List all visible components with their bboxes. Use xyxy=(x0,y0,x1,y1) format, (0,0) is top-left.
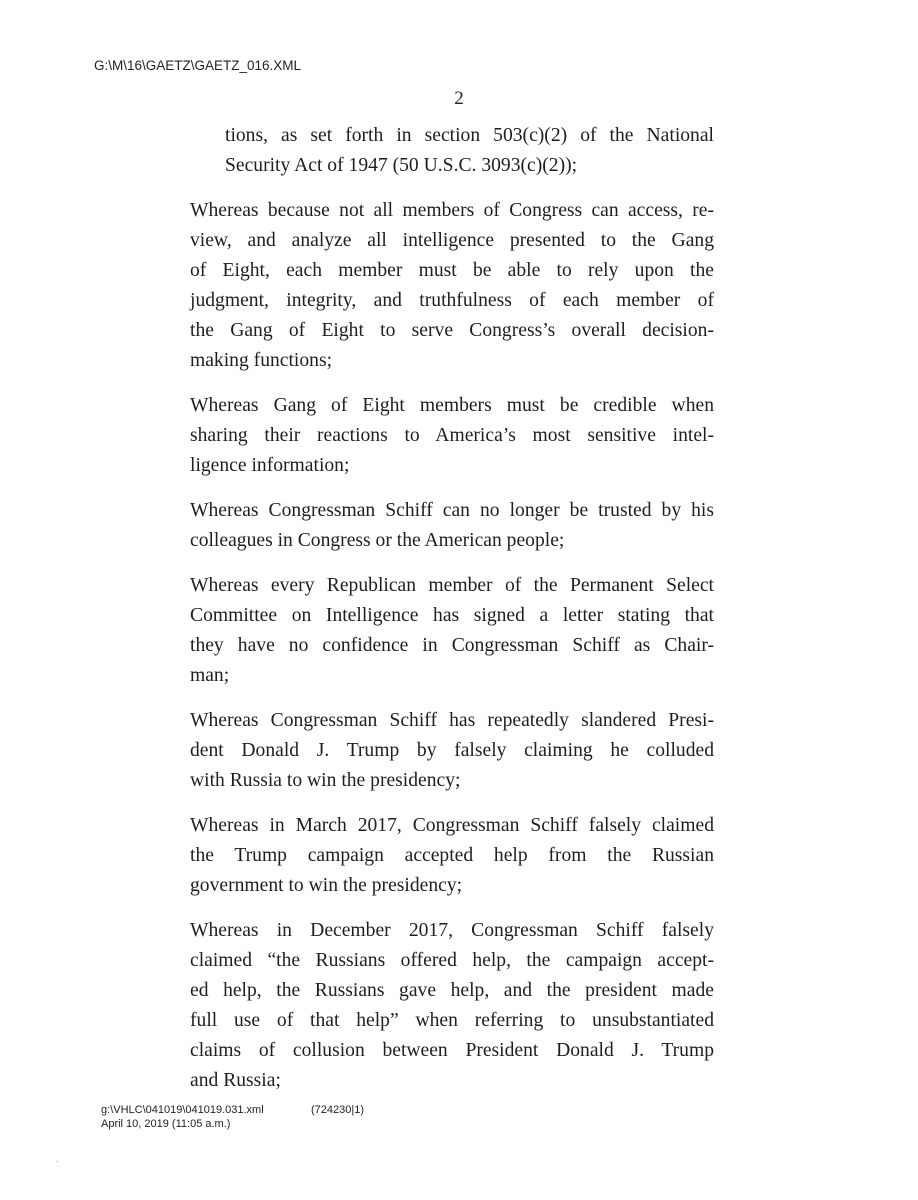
clause-line: Whereas Congressman Schiff has repeatedly slandered Presi- xyxy=(190,710,714,731)
clause-line: with Russia to win the presidency; xyxy=(190,770,461,791)
resolution-body xyxy=(190,121,714,1111)
scan-speck-icon: ˙ xyxy=(56,1160,60,1172)
clause-line: making functions; xyxy=(190,350,333,371)
whereas-clause xyxy=(190,571,714,691)
whereas-clause xyxy=(190,916,714,1096)
clause-line: Committee on Intelligence has signed a letter stating that xyxy=(190,605,714,626)
clause-line: tions, as set forth in section 503(c)(2) of the National xyxy=(225,125,714,146)
whereas-clause xyxy=(190,811,714,901)
clause-line: claimed “the Russians offered help, the campaign accept- xyxy=(190,950,714,971)
clause-line: view, and analyze all intelligence presented to the Gang xyxy=(190,230,714,251)
document-footer xyxy=(101,1103,364,1131)
clause-line: Whereas Congressman Schiff can no longer be trusted by his xyxy=(190,500,714,521)
clause-line: full use of that help” when referring to unsubstantiated xyxy=(190,1010,714,1031)
clause-line: Whereas in December 2017, Congressman Schiff falsely xyxy=(190,920,714,941)
whereas-clause xyxy=(190,496,714,556)
clause-line: of Eight, each member must be able to rely upon the xyxy=(190,260,714,281)
clause-line: Whereas in March 2017, Congressman Schiff falsely claimed xyxy=(190,815,714,836)
clause-line: Whereas every Republican member of the Permanent Select xyxy=(190,575,714,596)
clause-line: man; xyxy=(190,665,230,686)
continued-clause xyxy=(225,121,714,181)
clause-line: the Trump campaign accepted help from the Russian xyxy=(190,845,714,866)
footer-date: April 10, 2019 (11:05 a.m.) xyxy=(101,1118,231,1130)
clause-line: government to win the presidency; xyxy=(190,875,463,896)
clause-line: claims of collusion between President Donald J. Trump xyxy=(190,1040,714,1061)
clause-line: dent Donald J. Trump by falsely claiming he colluded xyxy=(190,740,714,761)
footer-xml-path: g:\VHLC\041019\041019.031.xml xyxy=(101,1104,264,1116)
clause-line: Whereas because not all members of Congress can access, re- xyxy=(190,200,714,221)
clause-line: sharing their reactions to America’s most sensitive intel- xyxy=(190,425,714,446)
whereas-clause xyxy=(190,391,714,481)
clause-line: the Gang of Eight to serve Congress’s overall decision- xyxy=(190,320,714,341)
clause-line: judgment, integrity, and truthfulness of each member of xyxy=(190,290,714,311)
clause-line: colleagues in Congress or the American people; xyxy=(190,530,565,551)
clause-line: Whereas Gang of Eight members must be credible when xyxy=(190,395,714,416)
file-identifier: G:\M\16\GAETZ\GAETZ_016.XML xyxy=(94,58,302,73)
whereas-clause xyxy=(190,196,714,376)
clause-line: ed help, the Russians gave help, and the president made xyxy=(190,980,714,1001)
clause-line: ligence information; xyxy=(190,455,350,476)
footer-doc-code: (724230|1) xyxy=(311,1104,365,1116)
whereas-clause xyxy=(190,706,714,796)
clause-line: Security Act of 1947 (50 U.S.C. 3093(c)(2)); xyxy=(225,155,578,176)
clause-line: they have no confidence in Congressman Schiff as Chair- xyxy=(190,635,714,656)
clause-line: and Russia; xyxy=(190,1070,281,1091)
page-number: 2 xyxy=(454,88,464,109)
